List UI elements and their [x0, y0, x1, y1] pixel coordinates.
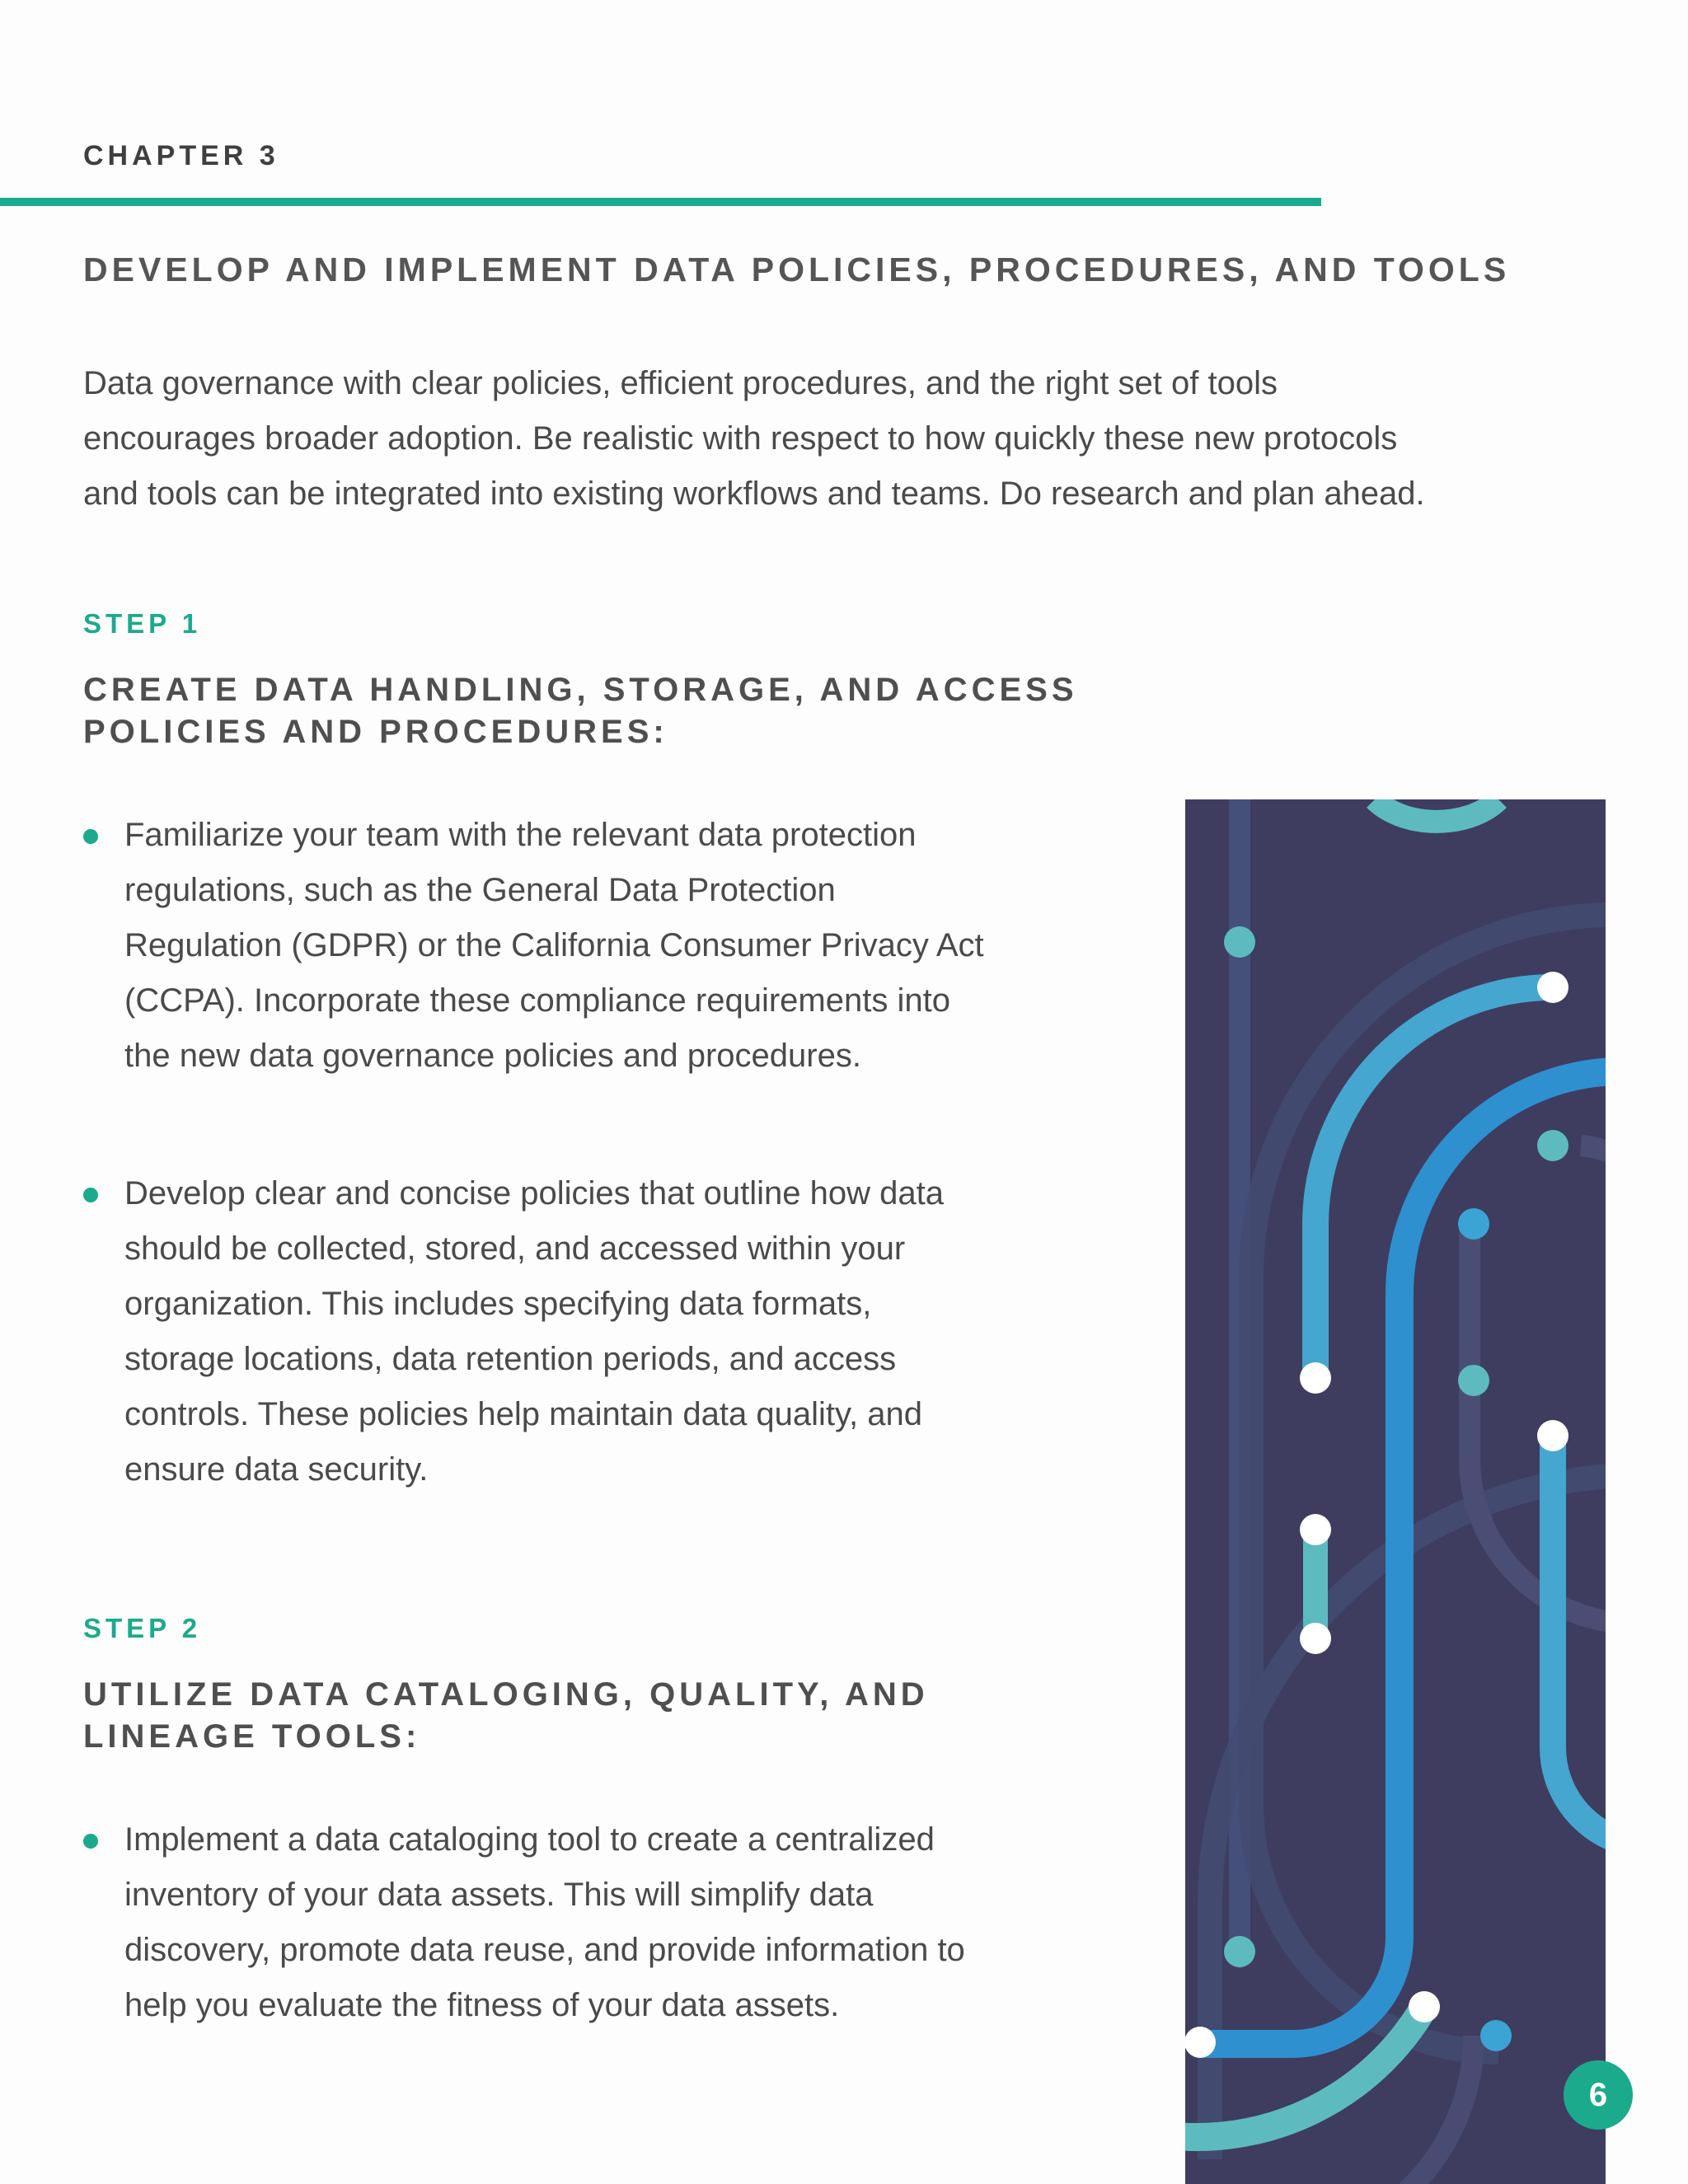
- bullet-line: organization. This includes specifying data formats,: [124, 1286, 872, 1322]
- bullet-line: the new data governance policies and procedures.: [124, 1038, 861, 1074]
- bullet-line: ensure data security.: [124, 1451, 429, 1488]
- step-title-line: POLICIES AND PROCEDURES:: [83, 714, 668, 750]
- bullet-line: controls. These policies help maintain data quality, and: [124, 1396, 922, 1432]
- intro-line: encourages broader adoption. Be realistic with respect to how quickly these new protocols: [83, 420, 1398, 457]
- bullet-line: help you evaluate the fitness of your data assets.: [124, 1987, 840, 2023]
- step-1-bullet-list: [83, 808, 1114, 1497]
- bullet-dot-icon: [83, 829, 98, 844]
- bullet-dot-icon: [83, 1834, 98, 1849]
- step-1-label: STEP 1: [83, 608, 202, 639]
- step-1-title: [83, 669, 1078, 753]
- chapter-label: CHAPTER 3: [83, 140, 279, 171]
- step-2-title: [83, 1674, 929, 1758]
- intro-line: and tools can be integrated into existing workflows and teams. Do research and plan ahead.: [83, 476, 1425, 512]
- step-title-line: UTILIZE DATA CATALOGING, QUALITY, AND: [83, 1676, 929, 1713]
- bullet-line: Implement a data cataloging tool to create a centralized: [124, 1821, 935, 1858]
- bullet-line: regulations, such as the General Data Protection: [124, 872, 836, 908]
- header-divider: [0, 198, 1321, 206]
- bullet-line: (CCPA). Incorporate these compliance requirements into: [124, 982, 950, 1019]
- step-title-line: LINEAGE TOOLS:: [83, 1718, 421, 1755]
- bullet-line: storage locations, data retention periods, and access: [124, 1341, 897, 1377]
- bullet-item: [83, 1812, 1114, 2033]
- step-title-line: CREATE DATA HANDLING, STORAGE, AND ACCESS: [83, 672, 1078, 708]
- intro-paragraph: [83, 356, 1633, 522]
- step-2-bullet-list: [83, 1812, 1114, 2033]
- decorative-art-panel: [1185, 799, 1606, 2184]
- intro-line: Data governance with clear policies, efficient procedures, and the right set of tools: [83, 365, 1278, 401]
- bullet-line: inventory of your data assets. This will simplify data: [124, 1877, 874, 1913]
- bullet-line: Familiarize your team with the relevant data protection: [124, 817, 917, 853]
- page-number-badge: 6: [1564, 2060, 1633, 2130]
- bullet-line: Regulation (GDPR) or the California Consumer Privacy Act: [124, 927, 984, 963]
- bullet-dot-icon: [83, 1188, 98, 1202]
- bullet-line: Develop clear and concise policies that outline how data: [124, 1175, 944, 1212]
- bullet-item: [83, 1166, 1114, 1497]
- bullet-line: should be collected, stored, and accessed within your: [124, 1230, 906, 1267]
- bullet-line: discovery, promote data reuse, and provide information to: [124, 1932, 965, 1968]
- bullet-item: [83, 808, 1114, 1084]
- abstract-lines-illustration: [1185, 799, 1606, 2184]
- section-title: DEVELOP AND IMPLEMENT DATA POLICIES, PROCEDURES, AND TOOLS: [83, 251, 1511, 288]
- step-2-label: STEP 2: [83, 1613, 202, 1643]
